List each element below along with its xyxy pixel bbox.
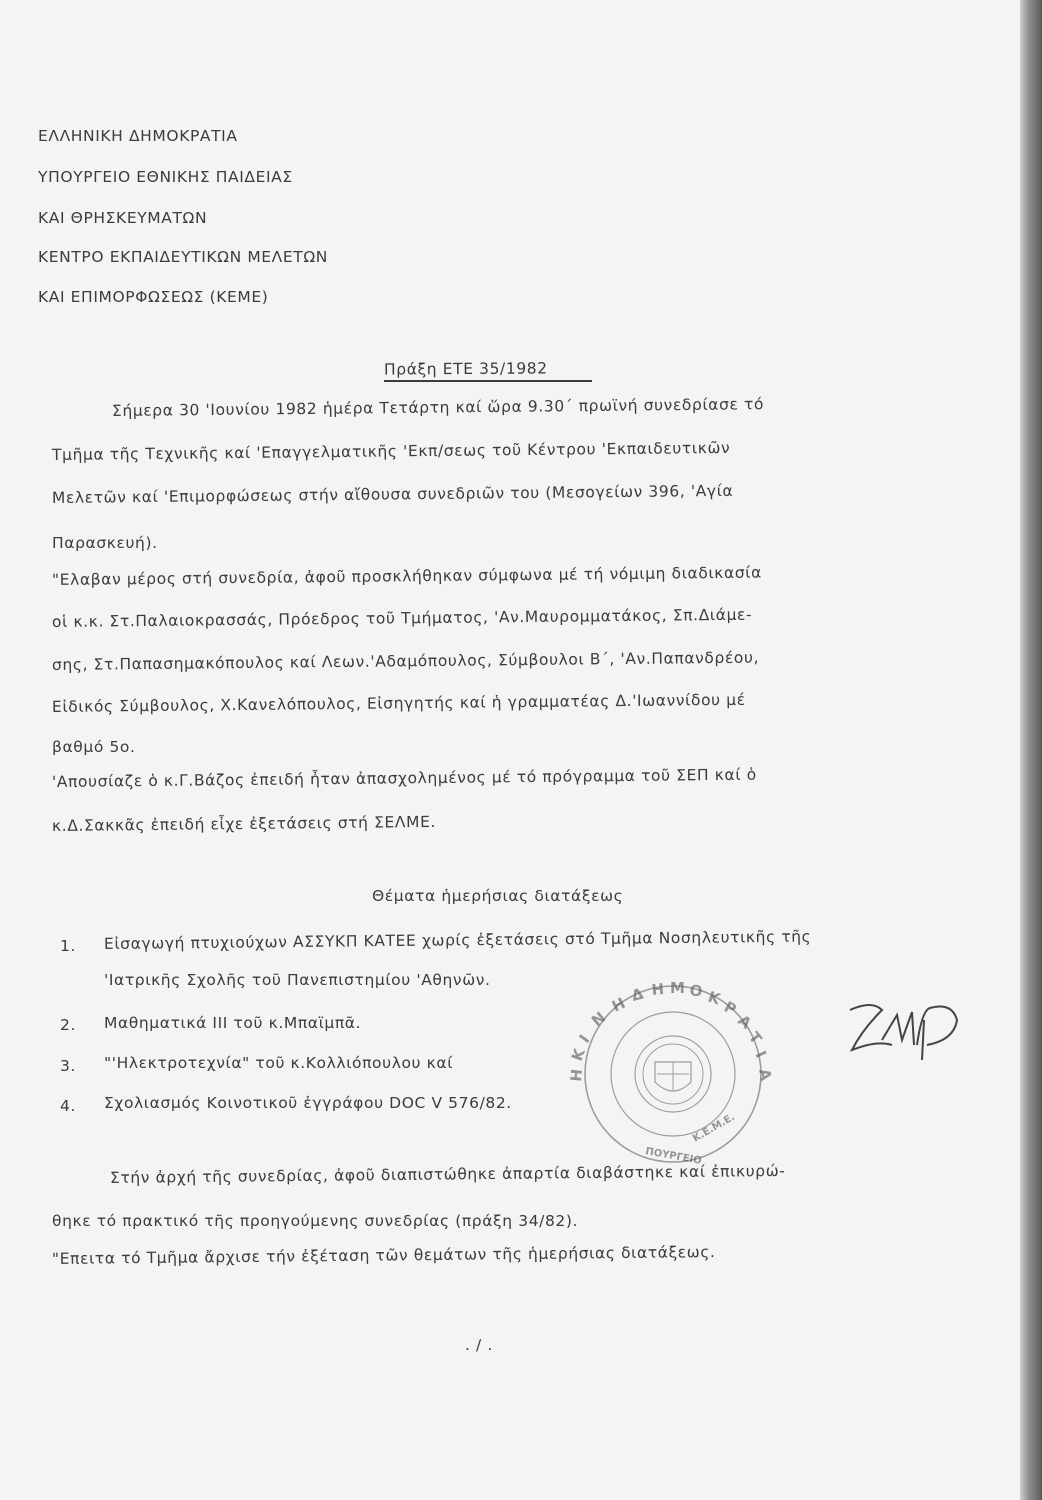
svg-text:Ι: Ι [751,1048,771,1061]
letterhead-line-3: ΚΑΙ ΘΡΗΣΚΕΥΜΑΤΩΝ [38,209,208,227]
title-underline [384,380,592,382]
svg-text:Ι: Ι [575,1031,594,1047]
svg-text:Ο: Ο [688,981,704,1001]
agenda-item-1-text: Εἰσαγωγή πτυχιούχων ΑΣΣΥΚΠ ΚΑΤΕΕ χωρίς ἐξετάσεις στό Τμῆμα Νοσηλευτικῆς τῆς [103,927,812,953]
agenda-heading: Θέματα ἡμερήσιας διατάξεως [372,887,624,905]
agenda-item-1-continuation: 'Ιατρικῆς Σχολῆς τοῦ Πανεπιστημίου 'Αθηνῶν. [104,971,491,989]
official-stamp [567,979,776,1172]
intro-line-10: 'Απουσίαζε ὁ κ.Γ.Βάζος ἐπειδή ἦταν ἀπασχολημένος μέ τό πρόγραμμα τοῦ ΣΕΠ καί ὁ [51,765,757,791]
document-title: Πράξη ΕΤΕ 35/1982 [383,359,548,379]
svg-text:Κ.Ε.Μ.Ε.: Κ.Ε.Μ.Ε. [691,1111,737,1145]
svg-text:Κ: Κ [705,987,723,1009]
page-continuation-marker: . / . [465,1336,493,1354]
svg-text:Η: Η [567,1068,587,1083]
letterhead-line-1: ΕΛΛΗΝΙΚΗ ΔΗΜΟΚΡΑΤΙΑ [38,127,238,145]
agenda-item-3-number: 3. [60,1057,76,1075]
closing-line-1: Στήν ἀρχή τῆς συνεδρίας, ἀφοῦ διαπιστώθηκε ἀπαρτία διαβάστηκε καί ἐπικυρώ- [109,1161,786,1187]
intro-line-4: Παρασκευή). [52,534,158,552]
intro-line-6: οἱ κ.κ. Στ.Παλαιοκρασσάς, Πρόεδρος τοῦ Τμήματος, 'Αν.Μαυρομματάκος, Σπ.Διάμε- [51,605,753,631]
intro-line-8: Εἰδικός Σύμβουλος, Χ.Κανελόπουλος, Εἰσηγητής καί ἡ γραμματέας Δ.'Ιωαννίδου μέ [51,690,746,716]
agenda-item-4-number: 4. [60,1097,76,1115]
agenda-item-3-text: "'Ηλεκτροτεχνία" τοῦ κ.Κολλιόπουλου καί [104,1054,454,1072]
svg-text:Τ: Τ [744,1028,766,1048]
page-binding-edge [1020,0,1042,1500]
svg-text:Η: Η [609,994,629,1016]
intro-line-2: Τμῆμα τῆς Τεχνικῆς καί 'Επαγγελματικῆς 'Εκπ/σεως τοῦ Κέντρου 'Εκπαιδευτικῶν [51,438,731,464]
svg-text:Κ: Κ [567,1046,589,1064]
svg-text:Α: Α [734,1011,755,1033]
intro-line-1: Σήμερα 30 'Ιουνίου 1982 ἡμέρα Τετάρτη καί ὥρα 9.30΄ πρωϊνή συνεδρίασε τό [111,395,765,420]
svg-text:Η: Η [650,979,665,999]
agenda-item-2-number: 2. [60,1016,76,1034]
letterhead-line-5: ΚΑΙ ΕΠΙΜΟΡΦΩΣΕΩΣ (ΚΕΜΕ) [38,288,269,306]
handwritten-signature [842,990,967,1070]
letterhead-line-2: ΥΠΟΥΡΓΕΙΟ ΕΘΝΙΚΗΣ ΠΑΙΔΕΙΑΣ [38,168,293,186]
svg-text:Δ: Δ [629,984,646,1005]
intro-line-9: βαθμό 5ο. [52,738,136,756]
intro-line-5: "Ελαβαν μέρος στή συνεδρία, ἀφοῦ προσκλήθηκαν σύμφωνα μέ τή νόμιμη διαδικασία [51,563,762,589]
letterhead-line-4: ΚΕΝΤΡΟ ΕΚΠΑΙΔΕΥΤΙΚΩΝ ΜΕΛΕΤΩΝ [38,248,328,266]
closing-line-2: θηκε τό πρακτικό τῆς προηγούμενης συνεδρίας (πράξη 34/82). [52,1212,579,1230]
agenda-item-4-text: Σχολιασμός Κοινοτικοῦ ἐγγράφου DOC V 576/82. [104,1094,512,1112]
svg-text:Ρ: Ρ [721,997,740,1019]
svg-text:Ν: Ν [588,1008,610,1031]
intro-line-7: σης, Στ.Παπασημακόπουλος καί Λεων.'Αδαμόπουλος, Σύμβουλοι Β΄, 'Αν.Παπανδρέου, [51,648,760,674]
agenda-item-1-number: 1. [60,937,76,955]
intro-line-3: Μελετῶν καί 'Επιμορφώσεως στήν αἴθουσα συνεδριῶν του (Μεσογείων 396, 'Αγία [51,481,734,507]
svg-text:Α: Α [755,1067,776,1083]
svg-text:ΠΟΥΡΓΕΙΟ: ΠΟΥΡΓΕΙΟ [644,1146,703,1167]
agenda-item-2-text: Μαθηματικά ΙΙΙ τοῦ κ.Μπαϊμπᾶ. [104,1014,362,1032]
intro-line-11: κ.Δ.Σακκᾶς ἐπειδή εἶχε ἐξετάσεις στή ΣΕΛΜΕ. [51,812,437,835]
svg-text:Μ: Μ [670,979,685,997]
closing-line-3: "Επειτα τό Τμῆμα ἄρχισε τήν ἐξέταση τῶν θεμάτων τῆς ἡμερήσιας διατάξεως. [51,1243,716,1268]
